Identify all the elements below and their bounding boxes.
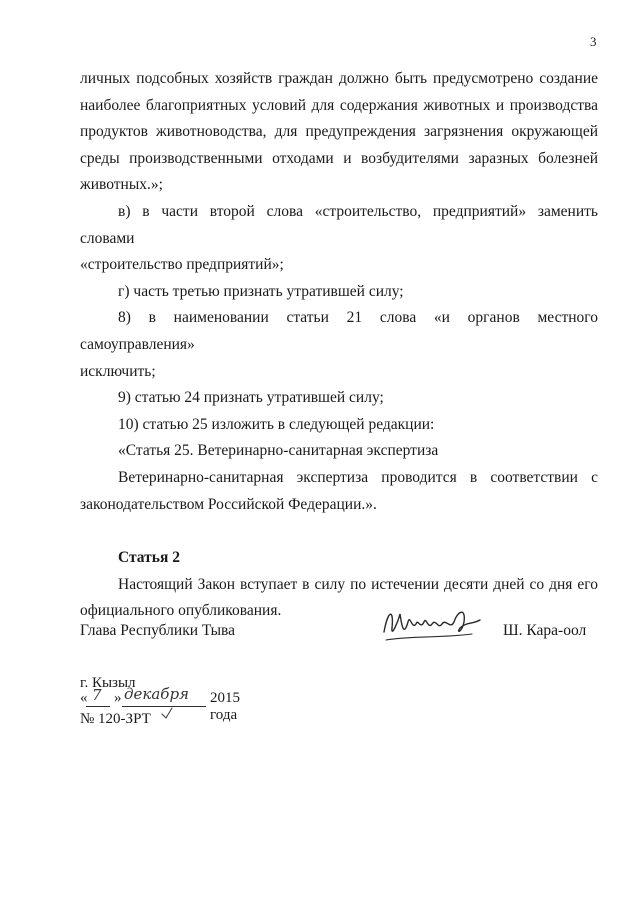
paragraph-line: в) в части второй слова «строительство, предприятий» заменить словами: [80, 202, 598, 247]
article-2-heading: Статья 2: [118, 549, 180, 567]
date-open-quote: «: [80, 690, 88, 706]
paragraph-line: животных.»;: [80, 176, 163, 194]
paragraph-line: продуктов животноводства, для предупреждения загрязнения окружающей: [80, 123, 598, 141]
paragraph-line: Настоящий Закон вступает в силу по истечении десяти дней со дня его: [118, 575, 598, 593]
paragraph-line: личных подсобных хозяйств граждан должно быть предусмотрено создание: [80, 70, 598, 87]
date-day-handwritten: 7: [92, 686, 102, 704]
paragraph-line: официального опубликования.: [80, 602, 282, 620]
paragraph-line: 9) статью 24 признать утратившей силу;: [118, 389, 384, 407]
signatory-name: Ш. Кара-оол: [503, 622, 587, 639]
handwritten-check-mark: [160, 706, 174, 720]
paragraph-line: исключить;: [80, 362, 156, 380]
paragraph-line: 10) статью 25 изложить в следующей редакции:: [118, 415, 435, 433]
place-of-signing: г. Кызыл: [80, 675, 136, 691]
paragraph-line: среды производственными отходами и возбудителями заразных болезней: [80, 149, 598, 167]
date-month-handwritten: декабря: [124, 685, 189, 703]
page-number: 3: [590, 34, 597, 49]
date-close-quote: »: [114, 690, 122, 706]
paragraph-line: законодательством Российской Федерации.».: [80, 495, 377, 513]
document-body: [80, 66, 598, 625]
paragraph-line: Ветеринарно-санитарная экспертиза проводится в соответствии с: [118, 468, 598, 486]
paragraph-line: наиболее благоприятных условий для содержания животных и производства: [80, 96, 598, 114]
article-25-heading: «Статья 25. Ветеринарно-санитарная экспертиза: [118, 442, 439, 460]
paragraph-line: г) часть третью признать утратившей силу;: [118, 282, 404, 300]
signatory-position: Глава Республики Тыва: [80, 622, 236, 639]
handwritten-signature: [380, 600, 490, 650]
date-year: 2015 года: [210, 690, 240, 723]
paragraph-line: 8) в наименовании статьи 21 слова «и органов местного самоуправления»: [80, 309, 598, 353]
paragraph-line: «строительство предприятий»;: [80, 256, 284, 274]
law-number: № 120-ЗРТ: [80, 711, 151, 727]
